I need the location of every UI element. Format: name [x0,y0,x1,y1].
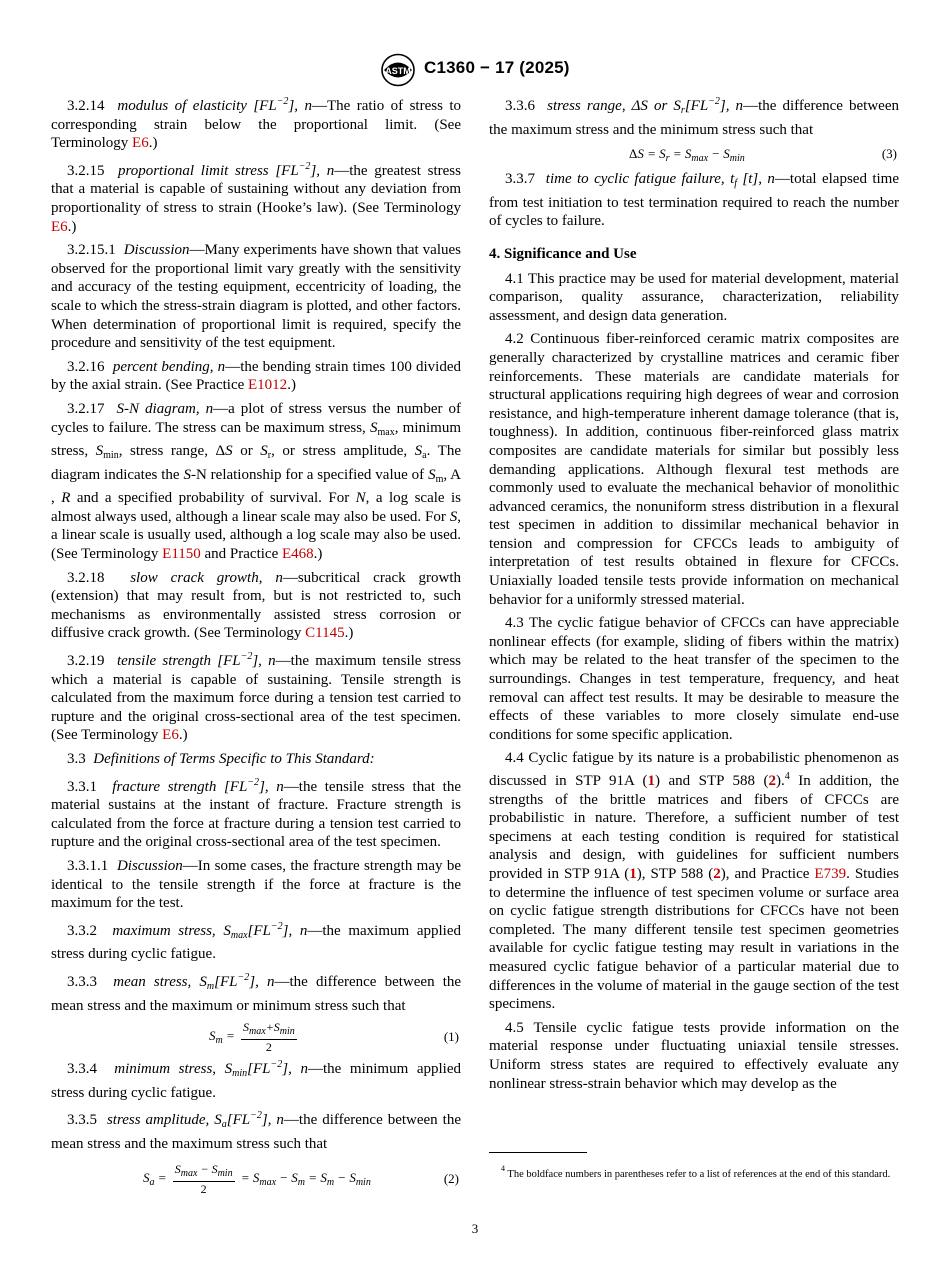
paragraph-3-3-5: 3.3.5 stress amplitude, $S_a[FL^{-2}]$, n—the difference between the mean stress and the maximum stress such that [51,1110,461,1152]
reference-number-link[interactable]: 1 [647,773,655,789]
equation-number: (2) [443,1170,459,1186]
svg-text:ASTM: ASTM [385,66,411,76]
equation-number: (1) [443,1029,459,1045]
paragraph-3-2-14: 3.2.14 modulus of elasticity $[FL^{-2}]$, n—The ratio of stress to corresponding strain below the proportional limit. (See Terminology E6.) [51,96,462,152]
astm-logo-icon [380,53,416,87]
page-number: 3 [471,1221,479,1236]
document-designation: C1360 − 17 (2025) [424,58,570,77]
footnote-divider [489,1152,587,1153]
paragraph-3-2-15: 3.2.15 proportional limit stress $[FL^{-2}]$, n—the greatest stress that a material is capable of sustaining without any deviation from proportionality of stress to strain (Hooke’s law). (See Terminology E6.) [51,160,461,235]
reference-number-link[interactable]: 1 [629,865,637,882]
equation-number: (3) [881,146,897,162]
equation-3: $\Delta S = S_r = S_{max} - S_{min}$ (3) [629,146,897,165]
reference-link-e739[interactable]: E739 [814,865,847,882]
equation-2: $S_a$ = $\frac{S_{max} - S_{min}}{2}$ = $S_{max} - S_m = S_m - S_{min}$ (2) [143,1161,459,1196]
paragraph-3-3-2: 3.3.2 maximum stress, $S_{max}[FL^{-2}]$, n—the maximum applied stress during cyclic fatigue. [51,920,461,963]
reference-number-link[interactable]: 2 [768,773,776,789]
paragraph-3-2-16: 3.2.16 percent bending, n—the bending strain times 100 divided by the axial strain. (See Practice E1012.) [51,358,462,394]
reference-link-e6[interactable]: E6 [132,135,149,152]
paragraph-4-2: 4.2 Continuous fiber-reinforced ceramic matrix composites are generally characterized by crystalline matrices and ceramic fiber reinforcements. These materials are candidate materials for structural applications requiring high degrees of wear and corrosion resistance, and high-temperature inherent damage tolerance (that is, toughness). In addition, continuous fiber-reinforced glass matrix composites are candidate materials for similar but possibly less demanding applications. Although flexural test methods are commonly used to evaluate the mechanical behavior of monolithic advanced ceramics, the nonuniform stress distribution in a flexural test specimen in addition to dissimilar mechanical behavior in tension and compression for CFCCs leads to ambiguity of interpretation of test results obtained in flexure for CFCCs. Uniaxially loaded tensile tests provide information on mechanical behavior for a uniformly stressed material. [489,331,900,608]
paragraph-4-3: 4.3 The cyclic fatigue behavior of CFCCs can have appreciable nonlinear effects (for example, sliding of fibers within the matrix) which may be related to the heat transfer of the specimen to the surroundings. Changes in test temperature, frequency, and heat removal can affect test results. It may be desirable to measure the effects of these variables to more closely simulate end-use conditions for some specific application. [489,615,899,743]
paragraph-4-1: 4.1 This practice may be used for material development, material comparison, quality assurance, characterization, reliability assessment, and design data generation. [489,270,899,324]
paragraph-3-3-4: 3.3.4 minimum stress, $S_{min}[FL^{-2}]$, n—the minimum applied stress during cyclic fatigue. [51,1059,462,1101]
paragraph-3-2-18: 3.2.18 slow crack growth, n—subcritical crack growth (extension) that may result from, but is not restricted to, such mechanisms as environmentally assisted stress corrosion or diffusive crack growth. (See Terminology C1145.) [51,569,461,642]
paragraph-4-4: 4.4 Cyclic fatigue by its nature is a probabilistic phenomenon as discussed in STP 91A (1) and STP 588 (2).$^4$ In addition, the strengths of the brittle matrices and fibers of CFCCs are probabilistic in nature. Therefore, a sufficient number of test specimens at each testing condition is required for statistical analysis and design, with guidelines for sufficient numbers provided in STP 91A (1), STP 588 (2), and Practice E739. Studies to determine the influence of test specimen volume or surface area on cyclic fatigue strength distributions for CFCCs have not been completed. The many different tensile test specimen geometries available for cyclic fatigue testing may result in variations in the measured cyclic fatigue behavior of a particular material due to differences in the volume of material in the gauge section of the test specimens. [489,750,900,1013]
page-header [0,53,950,87]
paragraph-3-2-17: 3.2.17 S-N diagram, n—a plot of stress versus the number of cycles to failure. The stress can be maximum stress, $S_{max}$, minimum stress, $S_{min}$, stress range, ΔS or $S_r$, or stress amplitude, $S_a$. The diagram indicates the S-N relationship for a specified value of $S_m$, A , R and a specified probability of survival. For N, a log scale is almost always used, although a linear scale may also be used. For S, a linear scale is usually used, although a log scale may also be used. (See Terminology E1150 and Practice E468.) [51,400,462,563]
section-heading-4: 4. Significance and Use [489,245,637,262]
paragraph-3-3-1-1: 3.3.1.1 Discussion—In some cases, the fracture strength may be identical to the tensile strength if the force at fracture is the maximum for the test. [51,857,461,912]
paragraph-4-5: 4.5 Tensile cyclic fatigue tests provide information on the material response under fluctuating uniaxial tensile stresses. Uniform stress states are required to effectively evaluate any nonlinear stress-strain behavior which may develop as the [489,1019,900,1092]
footnote-4: $^4$ The boldface numbers in parentheses refer to a list of references at the end of this standard. [501,1164,891,1180]
reference-link-c1145[interactable]: C1145 [305,625,345,642]
reference-number-link[interactable]: 2 [713,865,721,882]
paragraph-3-3-3: 3.3.3 mean stress, $S_m[FL^{-2}]$, n—the difference between the mean stress and the maximum or minimum stress such that [51,971,462,1014]
paragraph-3-3-6: 3.3.6 stress range, ΔS or $S_r[FL^{-2}]$, n—the difference between the maximum stress and the minimum stress such that [489,96,900,138]
paragraph-3-3-1: 3.3.1 fracture strength $[FL^{-2}]$, n—the tensile stress that the material sustains at the instant of fracture. Fracture strength is calculated from the force at fracture during a tension test carried to rupture and the original cross-sectional area of the test specimen. [51,776,461,851]
equation-1: $S_m$ = $\frac{S_{max}+S_{min}}{2}$ (1) [209,1020,459,1055]
reference-link-e6[interactable]: E6 [51,218,68,235]
left-column [51,93,461,1198]
right-column [489,93,899,1098]
paragraph-3-3: 3.3 Definitions of Terms Specific to This Standard: [67,751,375,767]
paragraph-3-2-15-1: 3.2.15.1 Discussion—Many experiments have shown that values observed for the proportional limit vary greatly with the sensitivity and accuracy of the testing equipment, eccentricity of loading, the scale to which the stress-strain diagram is plotted, and other factors. When determination of proportional limit is required, specify the procedure and sensitivity of the test equipment. [51,242,462,352]
paragraph-3-2-19: 3.2.19 tensile strength $[FL^{-2}]$, n—the maximum tensile stress which a material is capable of sustaining. Tensile strength is calculated from the maximum force during a tension test carried to rupture and the original cross-sectional area of the test specimen. (See Terminology E6.) [51,651,462,744]
reference-link-e6[interactable]: E6 [162,727,179,744]
paragraph-3-3-7: 3.3.7 time to cyclic fatigue failure, $t_f$ [t], n—total elapsed time from test initiation to test termination required to reach the number of cycles to failure. [489,171,900,230]
reference-link-e1150[interactable]: E1150 [162,546,201,563]
reference-link-e1012[interactable]: E1012 [248,377,288,394]
reference-link-e468[interactable]: E468 [281,546,314,563]
footnote-marker[interactable]: 4 [784,771,790,782]
